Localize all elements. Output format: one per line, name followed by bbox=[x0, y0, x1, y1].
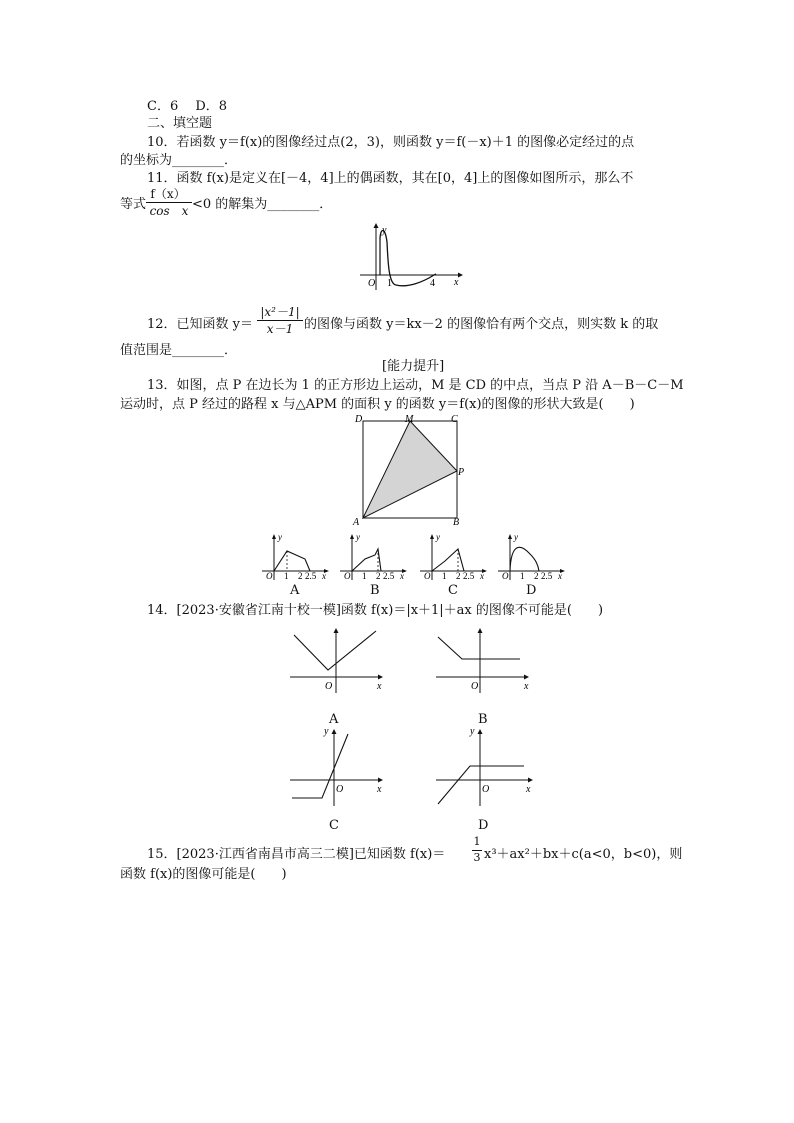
label-o: O bbox=[325, 681, 333, 692]
curve bbox=[274, 551, 310, 571]
q14-line1: 14．[2023·安徽省江南十校一模]函数 f(x)＝|x＋1|＋ax 的图像不可能是( ) bbox=[147, 603, 604, 618]
q13-line1: 13．如图，点 P 在边长为 1 的正方形边上运动，M 是 CD 的中点，当点 P 沿 A－B－C－M bbox=[147, 378, 684, 393]
label-x: x bbox=[524, 681, 529, 692]
q13-option-graph-d bbox=[494, 532, 566, 582]
q13-option-graph-b bbox=[336, 532, 408, 582]
q11-fraction-bar bbox=[146, 202, 192, 203]
arrow-y bbox=[350, 534, 354, 539]
arrow-x bbox=[528, 778, 533, 783]
q11-label-4: 4 bbox=[430, 278, 435, 289]
label-x: x bbox=[526, 784, 531, 795]
label-x: x bbox=[558, 571, 562, 581]
tick-2-5: 2.5 bbox=[383, 571, 395, 581]
q11-label-y: y bbox=[382, 225, 387, 236]
q11-label-1: 1 bbox=[387, 278, 392, 289]
label-x: x bbox=[480, 571, 484, 581]
q10-line1: 10．若函数 y＝f(x)的图像经过点(2，3)，则函数 y＝f(－x)＋1 的图像必定经过的点 bbox=[147, 135, 635, 150]
label-x: x bbox=[400, 571, 404, 581]
q13-label-b: B bbox=[453, 517, 460, 528]
label-o: O bbox=[424, 571, 431, 581]
tick-1: 1 bbox=[284, 571, 289, 581]
label-y: y bbox=[514, 532, 518, 542]
curve bbox=[294, 631, 376, 670]
q14-option-d-label: D bbox=[478, 818, 489, 833]
q12-line2: 值范围是________． bbox=[120, 343, 238, 358]
label-o: O bbox=[266, 571, 273, 581]
top-options: C．6 D．8 bbox=[147, 99, 228, 114]
q14-option-c-label: C bbox=[329, 818, 339, 833]
q13-label-d: D bbox=[355, 414, 363, 425]
q12-fraction-numerator: |x²－1| bbox=[260, 305, 300, 319]
label-o: O bbox=[502, 571, 509, 581]
arrow-y bbox=[272, 534, 276, 539]
q15-suffix: x³＋ax²＋bx＋c(a<0，b<0)，则 bbox=[484, 847, 683, 862]
q11-fraction-denominator: cos x bbox=[149, 204, 189, 218]
q13-label-m: M bbox=[405, 414, 414, 425]
q13-option-d-label: D bbox=[526, 583, 537, 598]
q13-label-c: C bbox=[451, 414, 458, 425]
arrow-x bbox=[378, 778, 383, 783]
q15-prefix: 15．[2023·江西省南昌市高三二模]已知函数 f(x)＝ bbox=[147, 847, 446, 862]
q11-fraction-numerator: f（x） bbox=[150, 187, 186, 201]
q12-prefix: 12．已知函数 y＝ bbox=[147, 317, 254, 332]
q11-label-o: O bbox=[368, 278, 376, 289]
label-y: y bbox=[436, 532, 440, 542]
q11-line1: 11．函数 f(x)是定义在[－4，4]上的偶函数，其在[0，4]上的图像如图所示，那么不 bbox=[147, 171, 634, 186]
q13-option-a-label: A bbox=[290, 583, 300, 598]
label-y: y bbox=[470, 726, 475, 737]
tick-1: 1 bbox=[442, 571, 447, 581]
tick-2-5: 2.5 bbox=[541, 571, 553, 581]
tick-1: 1 bbox=[520, 571, 525, 581]
q12-fraction-denominator: x－1 bbox=[266, 322, 294, 336]
q11-x-arrow bbox=[458, 273, 463, 278]
curve bbox=[510, 547, 539, 571]
q11-graph-figure bbox=[358, 222, 464, 292]
arrow-y bbox=[508, 534, 512, 539]
label-o: O bbox=[482, 784, 490, 795]
curve bbox=[438, 637, 520, 659]
q13-option-graph-c bbox=[416, 532, 488, 582]
tick-2-5: 2.5 bbox=[463, 571, 475, 581]
label-y: y bbox=[324, 726, 329, 737]
curve bbox=[438, 766, 524, 804]
q11-suffix: <0 的解集为________． bbox=[192, 197, 333, 212]
arrow-y bbox=[334, 628, 339, 633]
q10-line2: 的坐标为________． bbox=[120, 153, 238, 168]
label-y: y bbox=[356, 532, 360, 542]
q11-prefix: 等式 bbox=[120, 197, 147, 212]
q13-label-a: A bbox=[353, 517, 360, 528]
curve bbox=[352, 549, 381, 571]
label-o: O bbox=[344, 571, 351, 581]
tick-1: 1 bbox=[362, 571, 367, 581]
label-y: y bbox=[278, 532, 282, 542]
q15-line2: 函数 f(x)的图像可能是( ) bbox=[120, 867, 287, 882]
tick-2: 2 bbox=[534, 571, 539, 581]
q14-option-graph-d bbox=[432, 724, 542, 808]
q12-suffix: 的图像与函数 y＝kx－2 的图像恰有两个交点，则实数 k 的取 bbox=[304, 317, 659, 332]
label-o: O bbox=[336, 784, 344, 795]
q13-triangle-apm bbox=[363, 421, 457, 518]
q14-option-a-label: A bbox=[329, 712, 339, 727]
section-fill-blank-heading: 二、填空题 bbox=[147, 116, 213, 131]
q13-label-p: P bbox=[458, 467, 465, 478]
arrow-y bbox=[332, 729, 337, 734]
q12-fraction-bar bbox=[257, 320, 303, 321]
curve bbox=[432, 549, 464, 571]
q15-fraction-denominator: 3 bbox=[473, 851, 481, 864]
q15-fraction-numerator: 1 bbox=[473, 835, 481, 848]
label-x: x bbox=[322, 571, 326, 581]
label-o: O bbox=[471, 681, 479, 692]
tick-2-5: 2.5 bbox=[305, 571, 317, 581]
q14-option-graph-a bbox=[286, 625, 386, 695]
arrow-y bbox=[478, 628, 483, 633]
arrow-y bbox=[430, 534, 434, 539]
arrow-x bbox=[524, 675, 529, 680]
arrow-x bbox=[378, 675, 383, 680]
q13-line2: 运动时，点 P 经过的路程 x 与△APM 的面积 y 的函数 y＝f(x)的图像的形状大致是( ) bbox=[120, 397, 635, 412]
tick-2: 2 bbox=[298, 571, 303, 581]
label-x: x bbox=[377, 681, 382, 692]
q14-option-b-label: B bbox=[478, 712, 488, 727]
q11-label-x: x bbox=[454, 277, 459, 288]
q14-option-graph-b bbox=[432, 625, 532, 695]
tick-2: 2 bbox=[376, 571, 381, 581]
q13-option-c-label: C bbox=[448, 583, 458, 598]
arrow-y bbox=[478, 729, 483, 734]
q13-option-graph-a bbox=[258, 532, 330, 582]
q13-square-figure bbox=[352, 412, 470, 530]
q13-option-b-label: B bbox=[370, 583, 380, 598]
q11-y-arrow bbox=[374, 223, 379, 228]
q14-option-graph-c bbox=[286, 724, 386, 808]
tick-2: 2 bbox=[456, 571, 461, 581]
label-x: x bbox=[377, 784, 382, 795]
section-ability-heading: [能力提升] bbox=[382, 359, 445, 374]
